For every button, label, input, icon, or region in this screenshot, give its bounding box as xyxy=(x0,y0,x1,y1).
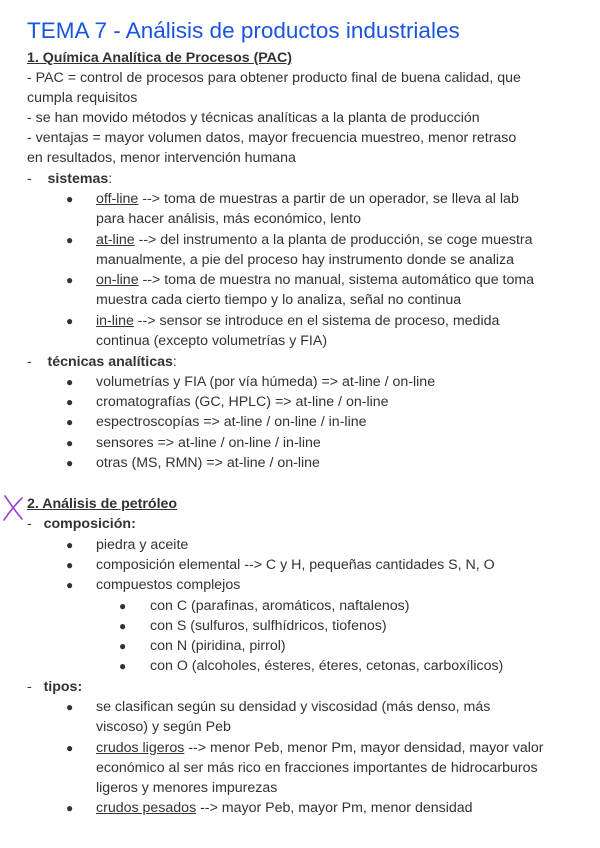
bullet-dot-icon: ● xyxy=(66,395,74,409)
handwritten-x-mark-icon xyxy=(2,494,26,522)
bullet-dot-icon: ● xyxy=(66,233,74,247)
list-item xyxy=(96,311,499,331)
list-item: sensores => at-line / on-line / in-line xyxy=(96,435,321,451)
intro-line: en resultados, menor intervención humana xyxy=(27,150,296,166)
intro-line: cumpla requisitos xyxy=(27,90,138,106)
item-text: --> sensor se introduce en el sistema de proceso, medida xyxy=(133,313,500,329)
item-continuation: continua (excepto volumetrías y FIA) xyxy=(96,333,328,349)
list-item xyxy=(96,189,519,209)
intro-line: - ventajas = mayor volumen datos, mayor frecuencia muestreo, menor retraso xyxy=(27,130,517,146)
item-continuation: económico al ser más rico en fracciones importantes de hidrocarburos xyxy=(96,760,538,776)
composicion-label: composición: xyxy=(43,516,136,532)
bullet-dot-icon: ● xyxy=(66,375,74,389)
list-item xyxy=(96,798,473,818)
term: crudos ligeros xyxy=(96,740,185,756)
sub-list-item: con O (alcoholes, ésteres, éteres, cetonas, carboxílicos) xyxy=(150,658,504,674)
bullet-dot-icon: ● xyxy=(66,741,74,755)
tecnicas-heading: - técnicas analíticas: xyxy=(27,354,177,370)
bullet-dot-icon: ● xyxy=(66,456,74,470)
list-item xyxy=(96,738,544,758)
intro-line: - PAC = control de procesos para obtener producto final de buena calidad, que xyxy=(27,70,521,86)
bullet-dot-icon: ● xyxy=(119,659,127,673)
bullet-dot-icon: ● xyxy=(119,599,127,613)
list-item: volumetrías y FIA (por vía húmeda) => at-line / on-line xyxy=(96,374,436,390)
section1-heading: 1. Química Analítica de Procesos (PAC) xyxy=(27,50,292,66)
list-item: espectroscopías => at-line / on-line / in-line xyxy=(96,414,367,430)
composicion-heading: - composición: xyxy=(27,516,136,532)
section2-heading: 2. Análisis de petróleo xyxy=(27,496,178,512)
bullet-dot-icon: ● xyxy=(66,436,74,450)
item-continuation: viscoso) y según Peb xyxy=(96,719,231,735)
tipos-heading: - tipos: xyxy=(27,679,83,695)
item-text: --> toma de muestra no manual, sistema automático que toma xyxy=(138,272,535,288)
item-continuation: muestra cada cierto tiempo y lo analiza, señal no continua xyxy=(96,292,462,308)
bullet-dot-icon: ● xyxy=(66,801,74,815)
page-title: TEMA 7 - Análisis de productos industriales xyxy=(27,18,460,43)
list-item: otras (MS, RMN) => at-line / on-line xyxy=(96,455,320,471)
tipos-label: tipos: xyxy=(43,679,83,695)
term: on-line xyxy=(96,272,139,288)
intro-line: - se han movido métodos y técnicas analíticas a la planta de producción xyxy=(27,110,480,126)
term: at-line xyxy=(96,232,135,248)
bullet-dot-icon: ● xyxy=(66,192,74,206)
list-item: composición elemental --> C y H, pequeñas cantidades S, N, O xyxy=(96,557,495,573)
bullet-dot-icon: ● xyxy=(119,619,127,633)
list-item: piedra y aceite xyxy=(96,537,189,553)
sub-list-item: con C (parafinas, aromáticos, naftalenos) xyxy=(150,598,410,614)
sub-list-item: con N (piridina, pirrol) xyxy=(150,638,286,654)
bullet-dot-icon: ● xyxy=(66,415,74,429)
list-item: cromatografías (GC, HPLC) => at-line / on-line xyxy=(96,394,389,410)
item-text: --> toma de muestras a partir de un operador, se lleva al lab xyxy=(138,191,519,207)
list-item: se clasifican según su densidad y viscosidad (más denso, más xyxy=(96,699,491,715)
item-text: --> del instrumento a la planta de producción, se coge muestra xyxy=(134,232,533,248)
item-continuation: para hacer análisis, más económico, lento xyxy=(96,211,361,227)
bullet-dot-icon: ● xyxy=(66,314,74,328)
bullet-dot-icon: ● xyxy=(66,538,74,552)
sub-list-item: con S (sulfuros, sulfhídricos, tiofenos) xyxy=(150,618,387,634)
list-item xyxy=(96,270,534,290)
sistemas-heading: - sistemas: xyxy=(27,171,113,187)
bullet-dot-icon: ● xyxy=(119,639,127,653)
term: in-line xyxy=(96,313,134,329)
item-continuation: ligeros y menores impurezas xyxy=(96,780,278,796)
bullet-dot-icon: ● xyxy=(66,273,74,287)
sistemas-label: sistemas xyxy=(47,171,109,187)
term: crudos pesados xyxy=(96,800,197,816)
bullet-dot-icon: ● xyxy=(66,558,74,572)
tecnicas-label: técnicas analíticas xyxy=(47,354,173,370)
sistemas-colon: : xyxy=(108,171,113,187)
bullet-dot-icon: ● xyxy=(66,578,74,592)
item-text: --> mayor Peb, mayor Pm, menor densidad xyxy=(196,800,473,816)
list-item: compuestos complejos xyxy=(96,577,241,593)
item-text: --> menor Peb, menor Pm, mayor densidad, mayor valor xyxy=(184,740,544,756)
bullet-dot-icon: ● xyxy=(66,700,74,714)
term: off-line xyxy=(96,191,139,207)
list-item xyxy=(96,230,533,250)
item-continuation: manualmente, a pie del proceso hay instrumento donde se analiza xyxy=(96,252,515,268)
